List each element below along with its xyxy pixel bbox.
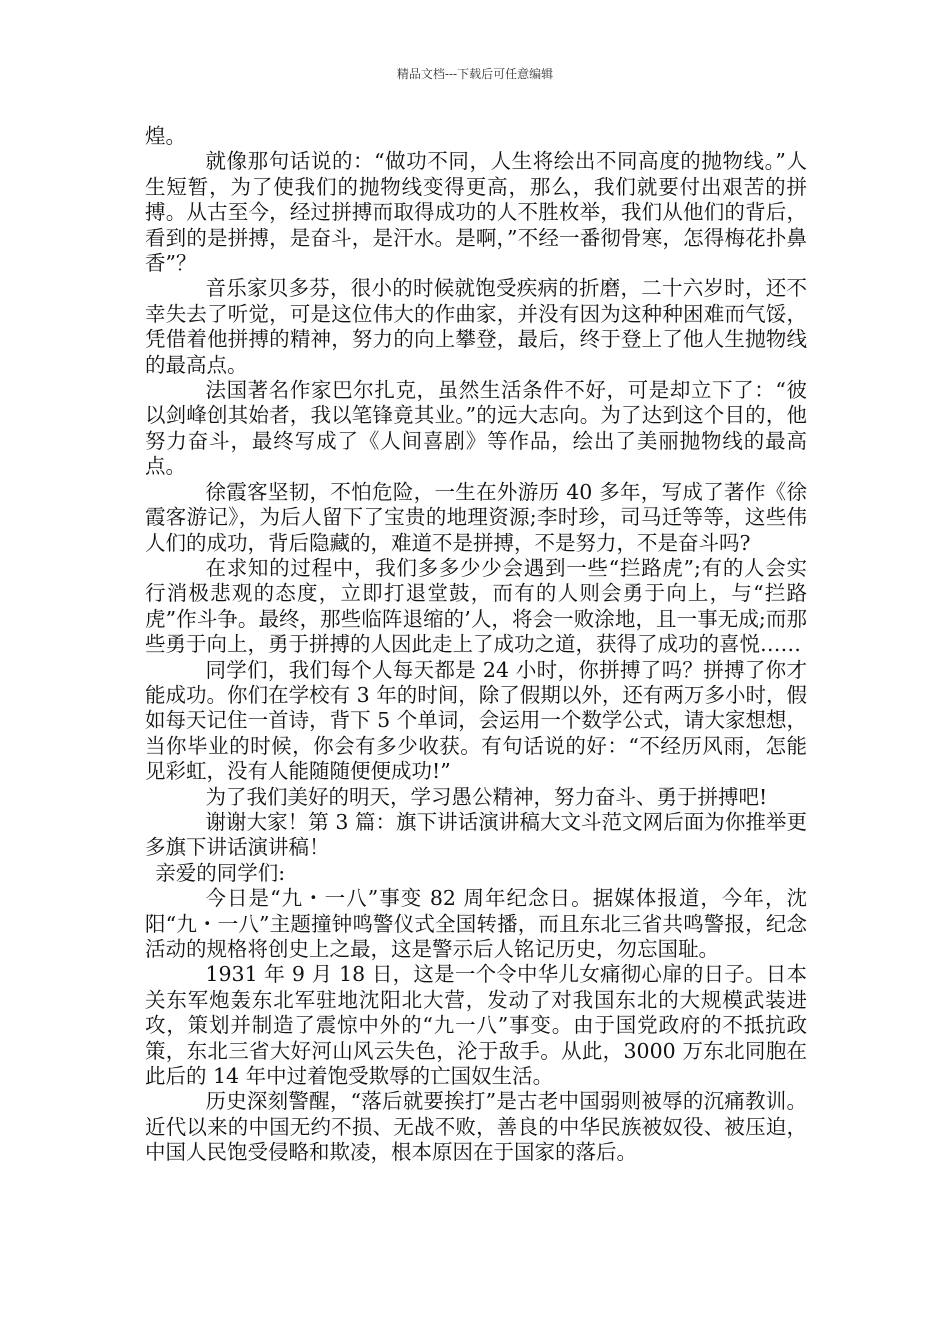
document-body bbox=[145, 124, 807, 1166]
paragraph-thanks: 谢谢大家！第 3 篇：旗下讲话演讲稿大文斗范文网后面为你推举更多旗下讲话演讲稿！ bbox=[145, 809, 807, 860]
page-header: 精品文档---下载后可任意编辑 bbox=[396, 67, 554, 81]
paragraph-tomorrow: 为了我们美好的明天，学习愚公精神，努力奋斗、勇于拼搏吧! bbox=[205, 784, 768, 809]
paragraph-beethoven: 音乐家贝多芬，很小的时候就饱受疾病的折磨，二十六岁时，还不幸失去了听觉，可是这位伟大的作曲家，并没有因为这种种困难而气馁，凭借着他拼搏的精神，努力的向上攀登，最后，终于登上了他人生抛物线的最高点。 bbox=[145, 276, 807, 377]
paragraph-salutation: 亲爱的同学们: bbox=[155, 860, 286, 885]
paragraph-classmates: 同学们，我们每个人每天都是 24 小时，你拼搏了吗？拼搏了你才能成功。你们在学校有 3 年的时间，除了假期以外，还有两万多小时，假如每天记住一首诗，背下 5 个单词，会运用一个数学公式，请大家想想，当你毕业的时候，你会有多少收获。有句话说的好：“不经历风雨，怎能见彩虹，没有人能随随便便成功!” bbox=[145, 657, 807, 784]
paragraph-obstacles: 在求知的过程中，我们多多少少会遇到一些“拦路虎”;有的人会实行消极悲观的态度，立即打退堂鼓，而有的人则会勇于向上，与“拦路虎”作斗争。最终，那些临阵退缩的’人，将会一败涂地，且一事无成;而那些勇于向上，勇于拼搏的人因此走上了成功之道，获得了成功的喜悦…… bbox=[145, 555, 807, 657]
paragraph-balzac: 法国著名作家巴尔扎克，虽然生活条件不好，可是却立下了：“彼以剑峰创其始者，我以笔锋竟其业。”的远大志向。为了达到这个目的，他努力奋斗，最终写成了《人间喜剧》等作品，绘出了美丽抛物线的最高点。 bbox=[145, 378, 807, 479]
paragraph-continuation: 煌。 bbox=[145, 124, 186, 148]
paragraph-parabola-quote: 就像那句话说的：“做功不同，人生将绘出不同高度的抛物线。”人生短暂，为了使我们的抛物线变得更高，那么，我们就要付出艰苦的拼搏。从古至今，经过拼搏而取得成功的人不胜枚举，我们从他们的背后，看到的是拼搏，是奋斗，是汗水。是啊，”不经一番彻骨寒，怎得梅花扑鼻香”？ bbox=[145, 149, 807, 276]
paragraph-xu-xiake: 徐霞客坚韧，不怕危险，一生在外游历 40 多年，写成了著作《徐霞客游记》，为后人留下了宝贵的地理资源;李时珍，司马迁等等，这些伟人们的成功，背后隐藏的，难道不是拼搏，不是努力，不是奋斗吗? bbox=[145, 479, 807, 555]
paragraph-1931: 1931 年 9 月 18 日，这是一个令中华儿女痛彻心扉的日子。日本关东军炮轰东北军驻地沈阳北大营，发动了对我国东北的大规模武装进攻，策划并制造了震惊中外的“九一八”事变。由于国党政府的不抵抗政策，东北三省大好河山风云失色，沦于敌手。从此，3000 万东北同胞在此后的 14 年中过着饱受欺辱的亡国奴生活。 bbox=[145, 962, 807, 1089]
paragraph-history-lesson: 历史深刻警醒，“落后就要挨打”是古老中国弱则被辱的沉痛教训。近代以来的中国无约不损、无战不败，善良的中华民族被奴役、被压迫，中国人民饱受侵略和欺凌，根本原因在于国家的落后。 bbox=[145, 1089, 807, 1165]
paragraph-anniversary: 今日是“九・一八”事变 82 周年纪念日。据媒体报道，今年，沈阳“九・一八”主题撞钟鸣警仪式全国转播，而且东北三省共鸣警报，纪念活动的规格将创史上之最，这是警示后人铭记历史，勿忘国耻。 bbox=[145, 886, 807, 961]
